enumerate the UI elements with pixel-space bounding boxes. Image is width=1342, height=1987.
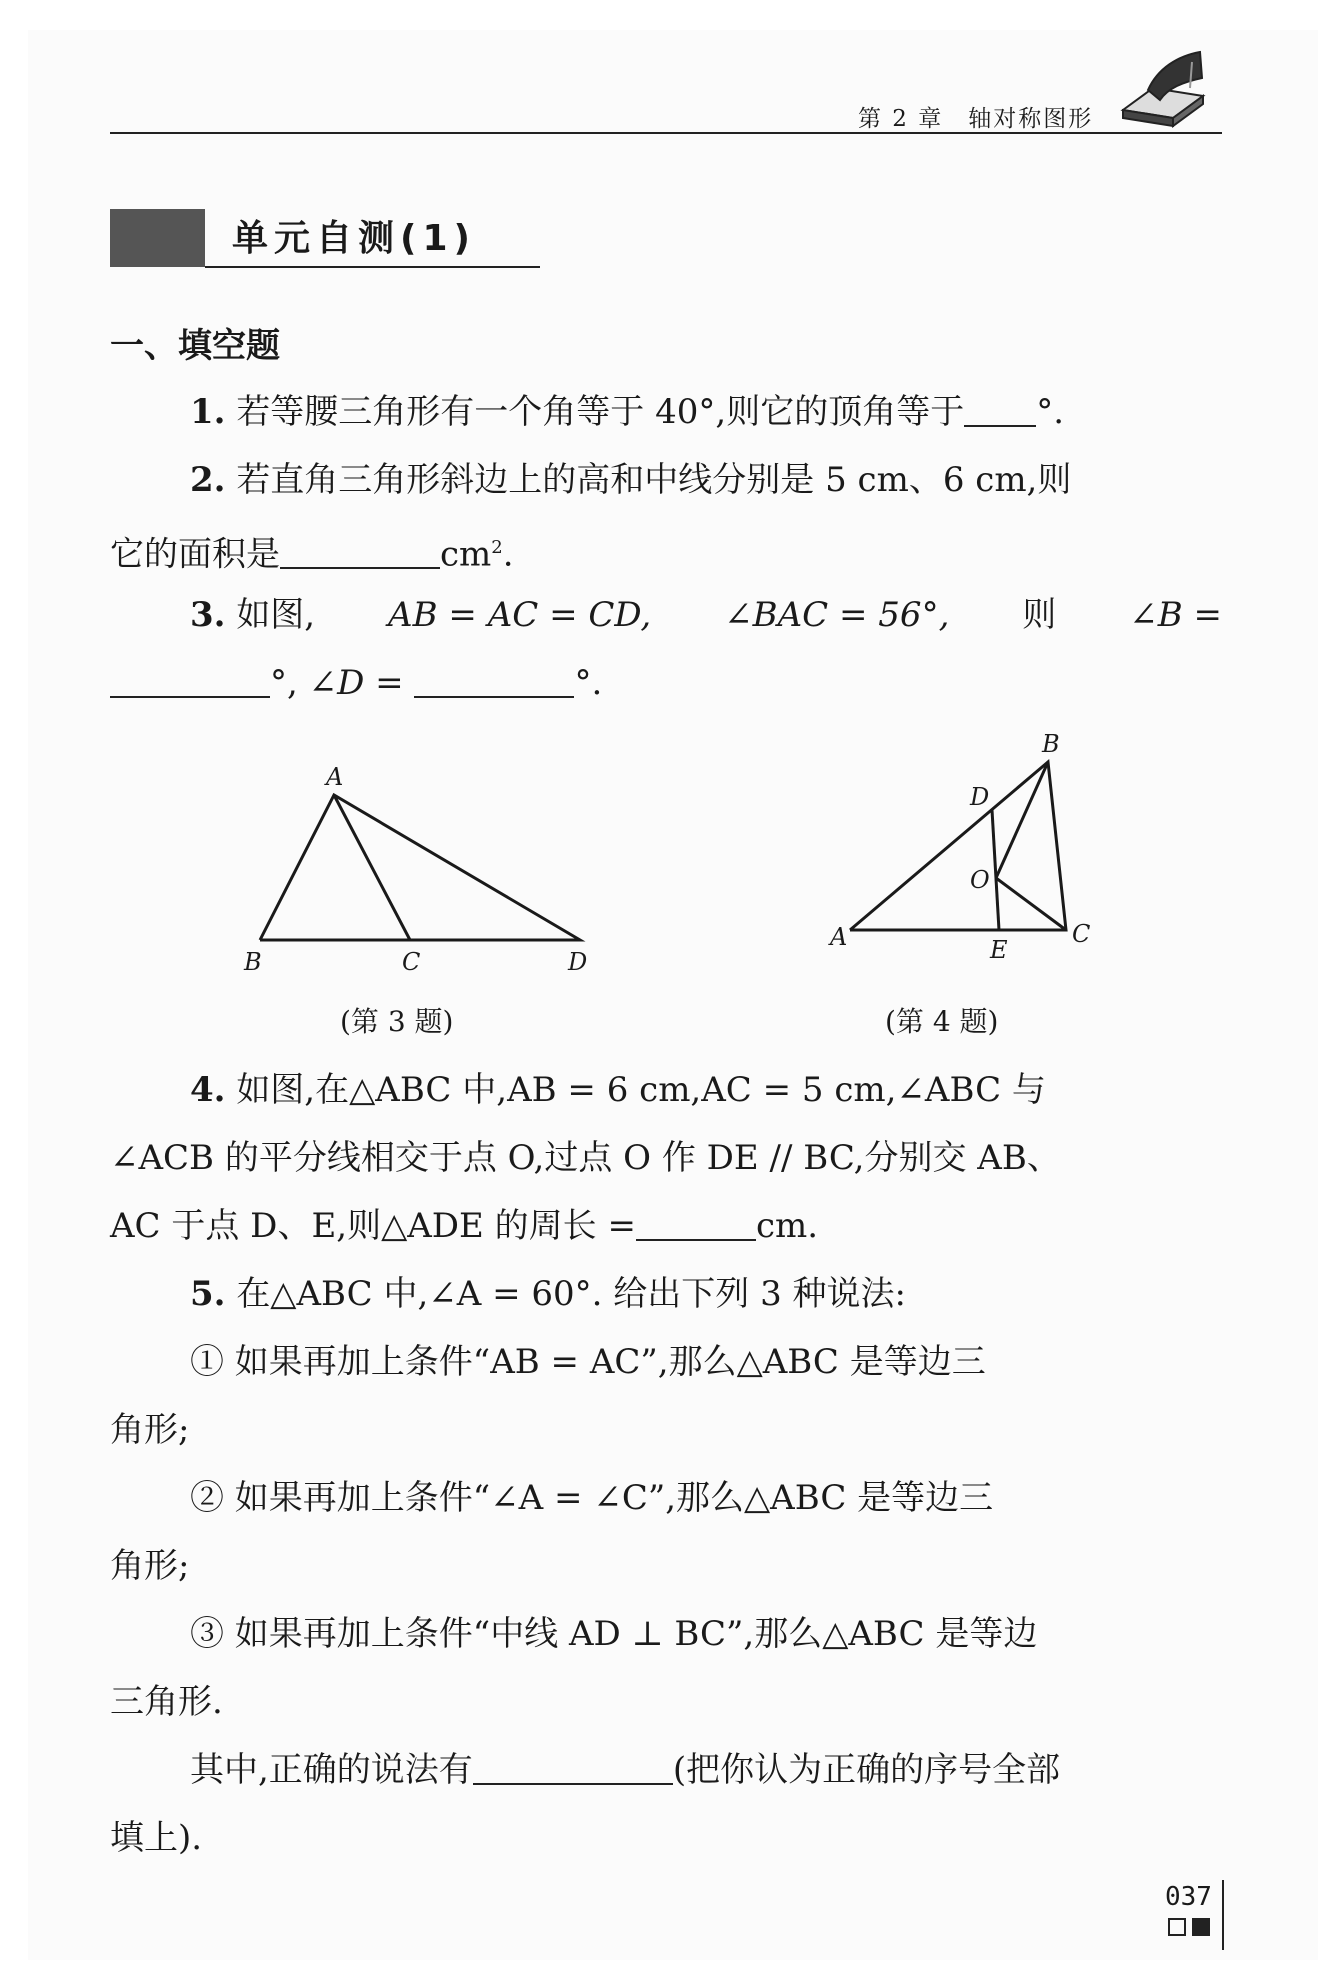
outline-square-icon (1168, 1918, 1186, 1936)
q3-deg1: °, (270, 663, 298, 703)
q1-blank[interactable] (964, 393, 1036, 427)
fig4-label-a: A (830, 923, 848, 951)
q2-sup: 2 (491, 537, 503, 558)
q5-line1: 在△ABC 中,∠A = 60°. 给出下列 3 种说法: (236, 1274, 906, 1314)
figure-4 (820, 730, 1120, 970)
q4-line3-pre: AC 于点 D、E,则△ADE 的周长 = (110, 1206, 636, 1246)
q4-number: 4. (190, 1070, 226, 1110)
question-4-line2: ∠ACB 的平分线相交于点 O,过点 O 作 DE // BC,分别交 AB、 (110, 1138, 1061, 1178)
q3-blank-b[interactable] (110, 664, 270, 698)
book-icon (1118, 48, 1208, 128)
q1-number: 1. (190, 392, 226, 432)
q5-answer (190, 1750, 1222, 1790)
fig3-label-d: D (568, 948, 588, 976)
q3-eq1: AB = AC = CD, (388, 595, 652, 635)
q2-end: . (502, 534, 514, 575)
q5-number: 5. (190, 1274, 226, 1314)
chapter-header: 第 2 章 轴对称图形 (858, 106, 1094, 132)
question-3 (190, 595, 1222, 635)
fig3-label-b: B (244, 948, 262, 976)
section-title: 单元自测(1) (232, 218, 476, 259)
section-marker (110, 209, 205, 267)
question-4-line3 (110, 1206, 1222, 1246)
fig4-bisector-c (996, 878, 1066, 930)
q4-line1: 如图,在△ABC 中,AB = 6 cm,AC = 5 cm,∠ABC 与 (236, 1070, 1046, 1110)
q1-tail: °. (1036, 392, 1065, 432)
fig4-label-c: C (1072, 920, 1091, 948)
fig4-label-e: E (990, 936, 1008, 964)
q3-deg2: °. (574, 663, 603, 703)
section-underline (205, 266, 540, 268)
filled-square-icon (1192, 1918, 1210, 1936)
fig3-triangle (260, 795, 580, 940)
q3-pre: 如图, (236, 595, 316, 635)
q3-eq3: ∠B = (1129, 595, 1222, 635)
q3-eq4: ∠D = (308, 663, 404, 703)
fig4-label-d: D (970, 783, 990, 811)
header-rule (110, 132, 1222, 134)
figure-3 (230, 755, 610, 985)
q2-number: 2. (190, 460, 226, 500)
q5-option-2: ② 如果再加上条件“∠A = ∠C”,那么△ABC 是等边三 (190, 1478, 994, 1518)
q1-text: 若等腰三角形有一个角等于 40°,则它的顶角等于 (236, 392, 965, 432)
q2-line2: 它的面积是 (110, 534, 280, 575)
question-5 (190, 1274, 1222, 1314)
q5-option-3: ③ 如果再加上条件“中线 AD ⊥ BC”,那么△ABC 是等边 (190, 1614, 1038, 1654)
page-number-rule (1222, 1880, 1224, 1950)
q5-answer-end: 填上). (110, 1818, 203, 1858)
q3-eq2: ∠BAC = 56°, (724, 595, 950, 635)
fig4-bisector-b (996, 762, 1048, 878)
page-number: 037 (1165, 1882, 1212, 1912)
q4-blank[interactable] (636, 1207, 756, 1241)
q5-option-2-cont: 角形; (110, 1546, 190, 1586)
q3-then: 则 (1022, 595, 1057, 635)
q5-option-3-cont: 三角形. (110, 1682, 223, 1722)
figure-4-caption: (第 4 题) (885, 1005, 999, 1038)
q2-blank[interactable] (280, 535, 440, 569)
fig4-label-b: B (1042, 730, 1060, 758)
q5-blank[interactable] (473, 1751, 673, 1785)
question-1 (190, 392, 1222, 432)
fig3-label-c: C (402, 948, 421, 976)
q5-option-1-cont: 角形; (110, 1410, 190, 1450)
q3-blank-d[interactable] (414, 664, 574, 698)
q2-text: 若直角三角形斜边上的高和中线分别是 5 cm、6 cm,则 (236, 460, 1072, 500)
question-4 (190, 1070, 1222, 1110)
q2-unit: cm (440, 534, 492, 575)
q3-number: 3. (190, 595, 226, 635)
q5-option-1: ① 如果再加上条件“AB = AC”,那么△ABC 是等边三 (190, 1342, 986, 1382)
q5-ans-post: (把你认为正确的序号全部 (672, 1750, 1061, 1790)
q4-line3-post: cm. (755, 1206, 819, 1246)
part-heading: 一、填空题 (110, 326, 280, 366)
fig3-label-a: A (326, 763, 344, 791)
question-2 (190, 460, 1222, 500)
fig4-label-o: O (970, 866, 990, 894)
question-3-cont (110, 663, 1222, 703)
question-2-cont (110, 528, 1222, 574)
figure-3-caption: (第 3 题) (340, 1005, 454, 1038)
q5-ans-pre: 其中,正确的说法有 (190, 1750, 473, 1790)
